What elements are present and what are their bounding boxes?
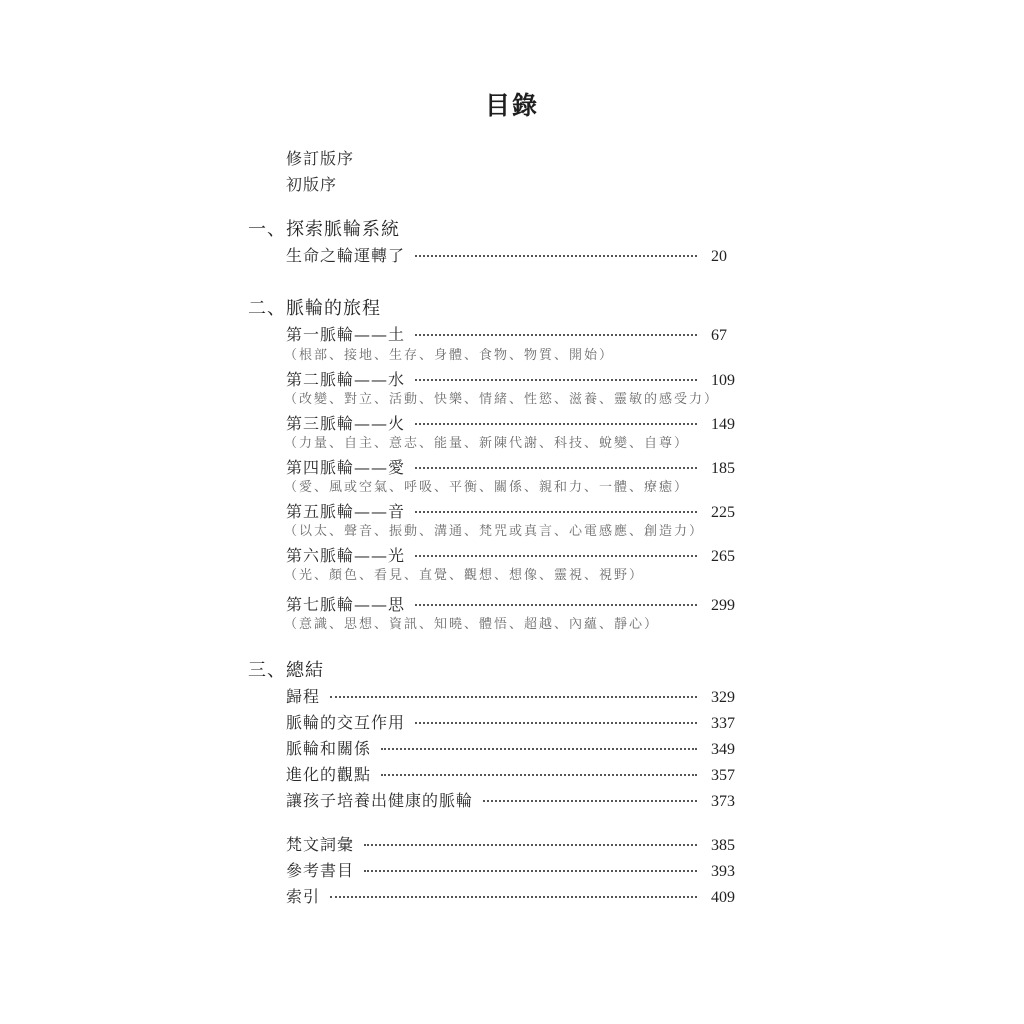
toc-entry[interactable] xyxy=(286,543,741,565)
dot-leader xyxy=(415,255,697,257)
entry-label: 第三脈輪——火 xyxy=(286,414,406,433)
entry-page-number: 337 xyxy=(711,715,735,732)
entry-page-number: 20 xyxy=(711,248,727,265)
dot-leader xyxy=(415,334,697,336)
toc-entry[interactable] xyxy=(286,710,741,732)
entry-page-number: 357 xyxy=(711,767,735,784)
entry-page-number: 373 xyxy=(711,793,735,810)
entry-page-number: 299 xyxy=(711,597,735,614)
entry-label: 生命之輪運轉了 xyxy=(286,246,406,265)
dot-leader xyxy=(415,722,697,724)
entry-page-number: 409 xyxy=(711,889,735,906)
entry-subtitle: （意識、思想、資訊、知曉、體悟、超越、內蘊、靜心） xyxy=(284,617,660,632)
dot-leader xyxy=(415,379,697,381)
entry-page-number: 265 xyxy=(711,548,735,565)
section-heading: 二、脈輪的旅程 xyxy=(248,298,381,319)
page-title: 目錄 xyxy=(484,91,539,120)
entry-subtitle: （光、顏色、看見、直覺、觀想、想像、靈視、視野） xyxy=(284,568,645,583)
entry-label: 第二脈輪——水 xyxy=(286,370,406,389)
dot-leader xyxy=(415,555,697,557)
entry-label: 脈輪和關係 xyxy=(286,739,372,758)
entry-label: 參考書目 xyxy=(286,861,355,880)
front-matter-item[interactable]: 修訂版序 xyxy=(286,149,355,168)
toc-entry[interactable] xyxy=(286,243,741,265)
dot-leader xyxy=(381,774,697,776)
section-heading: 三、總結 xyxy=(248,660,324,681)
entry-page-number: 149 xyxy=(711,416,735,433)
entry-label: 進化的觀點 xyxy=(286,765,372,784)
entry-label: 索引 xyxy=(286,887,321,906)
toc-entry[interactable] xyxy=(286,592,741,614)
entry-label: 讓孩子培養出健康的脈輪 xyxy=(286,791,474,810)
dot-leader xyxy=(364,844,697,846)
dot-leader xyxy=(415,467,697,469)
toc-entry[interactable] xyxy=(286,832,741,854)
entry-page-number: 109 xyxy=(711,372,735,389)
toc-entry[interactable] xyxy=(286,858,741,880)
dot-leader xyxy=(415,511,697,513)
entry-label: 脈輪的交互作用 xyxy=(286,713,406,732)
toc-entry[interactable] xyxy=(286,499,741,521)
toc-entry[interactable] xyxy=(286,367,741,389)
dot-leader xyxy=(381,748,697,750)
dot-leader xyxy=(483,800,697,802)
entry-page-number: 225 xyxy=(711,504,735,521)
entry-subtitle: （愛、風或空氣、呼吸、平衡、關係、親和力、一體、療癒） xyxy=(284,480,690,495)
toc-entry[interactable] xyxy=(286,684,741,706)
dot-leader xyxy=(364,870,697,872)
entry-label: 第一脈輪——土 xyxy=(286,325,406,344)
dot-leader xyxy=(330,696,697,698)
entry-page-number: 393 xyxy=(711,863,735,880)
entry-page-number: 67 xyxy=(711,327,727,344)
entry-page-number: 349 xyxy=(711,741,735,758)
entry-subtitle: （力量、自主、意志、能量、新陳代謝、科技、蛻變、自尊） xyxy=(284,436,690,451)
dot-leader xyxy=(330,896,697,898)
dot-leader xyxy=(415,423,697,425)
entry-subtitle: （根部、接地、生存、身體、食物、物質、開始） xyxy=(284,348,615,363)
toc-entry[interactable] xyxy=(286,788,741,810)
entry-label: 第七脈輪——思 xyxy=(286,595,406,614)
entry-label: 第五脈輪——音 xyxy=(286,502,406,521)
toc-entry[interactable] xyxy=(286,884,741,906)
entry-label: 第四脈輪——愛 xyxy=(286,458,406,477)
entry-subtitle: （改變、對立、活動、快樂、情緒、性慾、滋養、靈敏的感受力） xyxy=(284,392,720,407)
front-matter-item[interactable]: 初版序 xyxy=(286,175,338,194)
entry-label: 第六脈輪——光 xyxy=(286,546,406,565)
toc-entry[interactable] xyxy=(286,322,741,344)
entry-label: 梵文詞彙 xyxy=(286,835,355,854)
entry-page-number: 329 xyxy=(711,689,735,706)
toc-entry[interactable] xyxy=(286,736,741,758)
section-heading: 一、探索脈輪系統 xyxy=(248,219,400,240)
entry-page-number: 385 xyxy=(711,837,735,854)
toc-entry[interactable] xyxy=(286,411,741,433)
dot-leader xyxy=(415,604,697,606)
entry-subtitle: （以太、聲音、振動、溝通、梵咒或真言、心電感應、創造力） xyxy=(284,524,705,539)
toc-entry[interactable] xyxy=(286,762,741,784)
entry-page-number: 185 xyxy=(711,460,735,477)
entry-label: 歸程 xyxy=(286,687,321,706)
toc-entry[interactable] xyxy=(286,455,741,477)
